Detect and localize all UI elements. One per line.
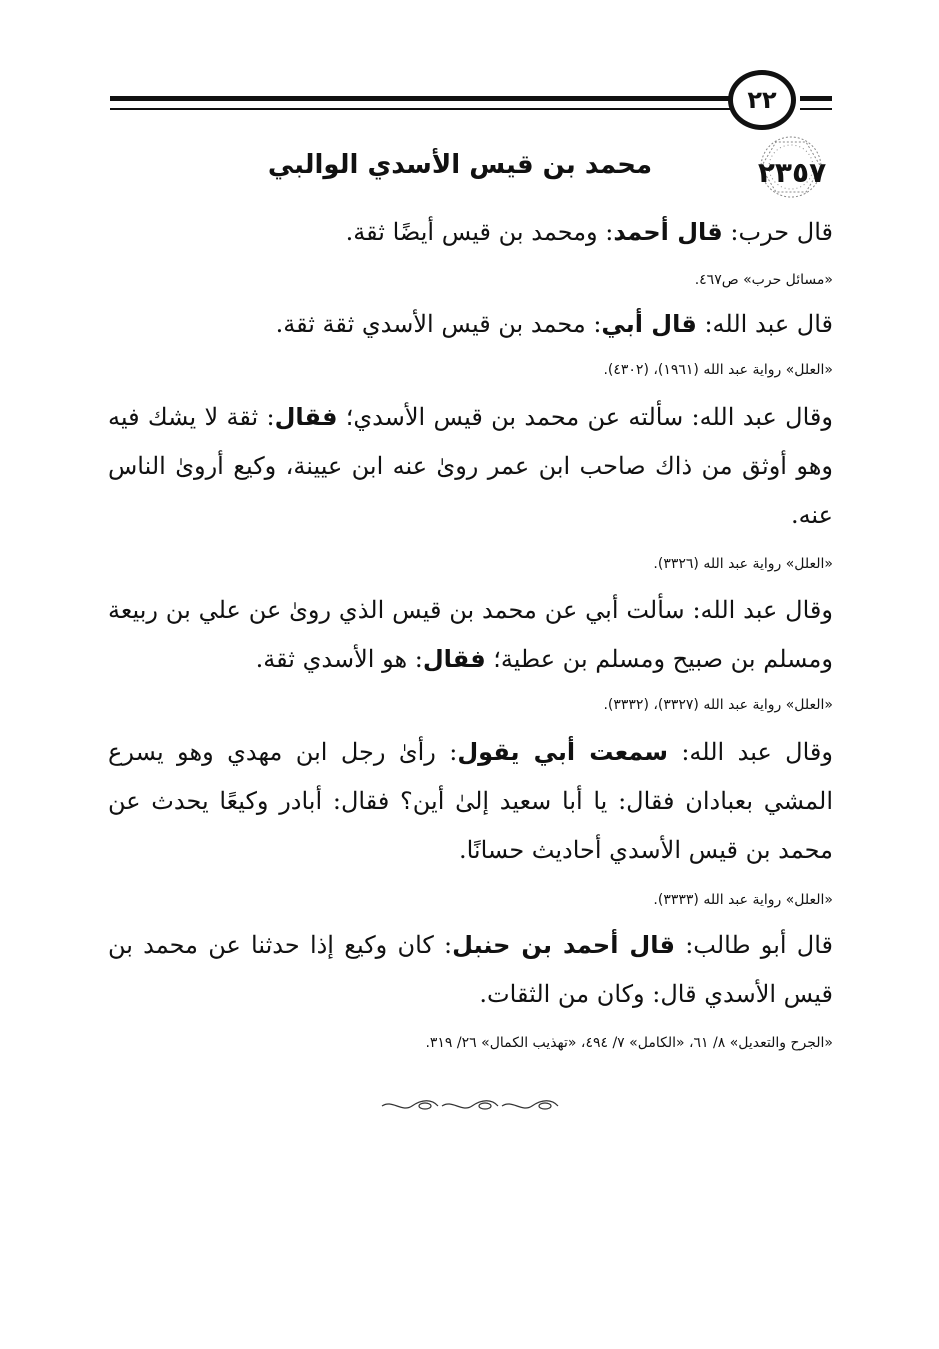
text-plain: وقال عبد الله: سألت أبي عن محمد بن قيس الذي روىٰ عن علي بن ربيعة ومسلم بن صبيح ومسلم بن عطية؛: [108, 596, 833, 673]
reference: «العلل» رواية عبد الله (٣٣٢٧)، (٣٣٣٢).: [603, 697, 833, 713]
text-plain: : محمد بن قيس الأسدي ثقة ثقة.: [275, 310, 602, 338]
header-rule-right-thick: [800, 96, 832, 101]
text-plain: : هو الأسدي ثقة.: [255, 645, 423, 673]
text-bold: قال أبي: [601, 310, 697, 338]
page-number: ٢٢: [728, 70, 796, 130]
header-rule-right-thin: [800, 108, 832, 110]
text-plain: وقال عبد الله: سألته عن محمد بن قيس الأسدي؛: [337, 403, 833, 431]
reference: «العلل» رواية عبد الله (٣٣٢٦).: [653, 556, 833, 572]
paragraph: [108, 300, 833, 349]
reference: «العلل» رواية عبد الله (٣٣٣٣).: [653, 892, 833, 908]
text-plain: : ومحمد بن قيس أيضًا ثقة.: [345, 218, 614, 246]
text-bold: فقال: [274, 403, 338, 431]
text-bold: قال أحمد بن حنبل: [452, 931, 675, 959]
paragraph: [108, 393, 833, 540]
paragraph: [108, 208, 833, 257]
header-rule-thin: [110, 108, 732, 110]
text-plain: وقال عبد الله:: [667, 738, 833, 766]
entry-number: ٢٣٥٧: [757, 156, 827, 189]
text-plain: : رأىٰ رجل ابن مهدي وهو يسرع المشي بعبادان فقال: يا أبا سعيد إلىٰ أين؟ فقال: أبادر وكيعًا يحدث عن محمد بن قيس الأسدي أحاديث حسانًا.: [108, 738, 833, 864]
text-plain: : ثقة لا يشك فيه وهو أوثق من ذاك صاحب ابن عمر روىٰ عنه ابن عيينة، وكيع أروىٰ الناس عنه.: [108, 403, 833, 529]
text-plain: قال عبد الله:: [696, 310, 833, 338]
paragraph: [108, 586, 833, 684]
reference: «الجرح والتعديل» ٨/ ٦١، «الكامل» ٧/ ٤٩٤، «تهذيب الكمال» ٢٦/ ٣١٩.: [425, 1035, 833, 1051]
text-plain: قال حرب:: [722, 218, 833, 246]
text-plain: : كان وكيع إذا حدثنا عن محمد بن قيس الأسدي قال: وكان من الثقات.: [108, 931, 833, 1008]
paragraph: [108, 921, 833, 1019]
entry-title: محمد بن قيس الأسدي الوالبي: [267, 150, 653, 180]
end-ornament-icon: [380, 1097, 560, 1115]
paragraph: [108, 728, 833, 875]
header-rule-thick: [110, 96, 732, 101]
text-plain: قال أبو طالب:: [674, 931, 834, 959]
reference: «العلل» رواية عبد الله (١٩٦١)، (٤٣٠٢).: [603, 362, 833, 378]
text-bold: سمعت أبي يقول: [457, 738, 668, 766]
text-bold: قال أحمد: [613, 218, 723, 246]
reference: «مسائل حرب» ص٤٦٧.: [694, 272, 833, 288]
text-bold: فقال: [422, 645, 486, 673]
